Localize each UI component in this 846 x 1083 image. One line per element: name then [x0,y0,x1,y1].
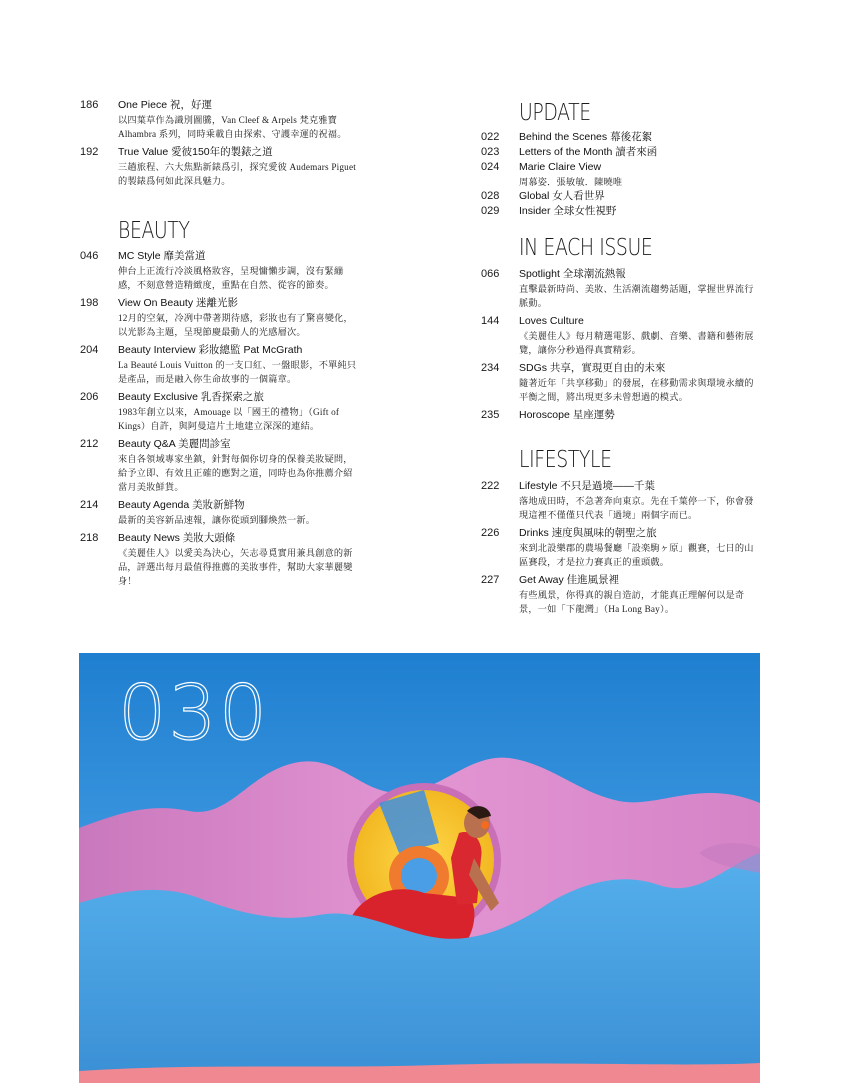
lifestyle-section [481,445,763,616]
toc-entry[interactable] [481,526,763,569]
toc-entry[interactable] [481,160,763,189]
entry-title: View On Beauty 迷離光影 [118,297,239,309]
entry-page-number: 222 [481,480,500,492]
right-column [481,98,763,616]
entry-title: Beauty Agenda 美妝新鮮物 [118,499,245,511]
in-each-issue-section [481,233,763,423]
entry-page-number: 144 [481,315,500,327]
section-heading: UPDATE [519,100,591,126]
entry-description: 來到北設樂郡的農場餐廳「設楽駒ヶ原」觀賽，七日的山區賽段，才是拉力賽真正的重頭戲。 [519,543,754,567]
entry-page-number: 028 [481,190,500,202]
toc-entry[interactable] [481,189,763,204]
entry-title: Beauty Exclusive 乳香探索之旅 [118,391,264,403]
entry-page-number: 227 [481,574,500,586]
toc-entry[interactable] [481,573,763,616]
toc-entry[interactable] [80,531,362,588]
entry-page-number: 023 [481,146,500,158]
update-section [481,98,763,219]
toc-entry[interactable] [80,249,362,292]
toc-entry[interactable] [80,296,362,339]
entry-page-number: 206 [80,391,99,403]
entry-description: 《美麗佳人》以愛美為決心，矢志尋覓實用兼具創意的新品，評選出每月最值得推薦的美妝事件，幫助大家華麗變身！ [118,548,353,586]
entry-description: La Beauté Louis Vuitton 的一支口紅、一盤眼影，不單純只是產品，而是融入你生命故事的一個篇章。 [118,360,357,384]
entry-page-number: 186 [80,99,99,111]
entry-page-number: 029 [481,205,500,217]
toc-entry[interactable] [481,267,763,310]
toc-entry[interactable] [481,314,763,357]
entry-description: 周慕姿．張敏敏．陳曉唯 [519,177,623,187]
toc-entry[interactable] [481,479,763,522]
entry-page-number: 192 [80,146,99,158]
section-heading: LIFESTYLE [519,447,612,473]
toc-entry[interactable] [481,130,763,145]
page-number: 030 [118,668,270,757]
toc-entry[interactable] [481,361,763,404]
toc-entry[interactable] [80,498,362,527]
entry-page-number: 235 [481,409,500,421]
entry-title: Beauty Q&A 美麗問診室 [118,438,231,450]
top-entries [80,98,362,188]
entry-page-number: 022 [481,131,500,143]
entry-description: 隨著近年「共享移動」的發展，在移動需求與環境永續的平衡之間，將出現更多未曾想過的模式。 [519,378,754,402]
section-heading: BEAUTY [118,218,190,244]
entry-description: 直擊最新時尚、美妝、生活潮流趨勢話題，掌握世界流行脈動。 [519,284,754,308]
section-heading: IN EACH ISSUE [519,235,653,261]
entry-description: 12月的空氣，冷冽中帶著期待感，彩妝也有了驚喜變化，以光影為主題，呈現節慶最動人的光感層次。 [118,313,353,337]
entry-page-number: 046 [80,250,99,262]
entry-description: 最新的美容新品速報，讓你從頭到腳煥然一新。 [118,515,316,525]
entry-title: Letters of the Month 讀者來函 [519,146,658,158]
entry-title: Beauty News 美妝大頭條 [118,532,236,544]
entry-title: Get Away 佳進風景裡 [519,574,620,586]
entry-description: 伸台上正流行冷淡風格妝容，呈現慵懶步調，沒有緊繃感，不刻意營造精緻度，重點在自然、從容的節奏。 [118,266,344,290]
toc-entry[interactable] [80,390,362,433]
entry-page-number: 234 [481,362,500,374]
entry-page-number: 024 [481,161,500,173]
beauty-section [80,216,362,588]
toc-entry[interactable] [481,145,763,160]
entry-page-number: 218 [80,532,99,544]
left-column [80,98,362,588]
entry-title: Insider 全球女性視野 [519,205,617,217]
entry-description: 以四葉草作為識別圖騰，Van Cleef & Arpels 梵克雅寶 Alhambra 系列，同時乘載自由探索、守護幸運的祝福。 [118,115,347,139]
entry-title: Behind the Scenes 幕後花絮 [519,131,653,143]
entry-page-number: 212 [80,438,99,450]
entry-page-number: 066 [481,268,500,280]
entry-description: 落地成田時，不急著奔向東京。先在千葉停一下，你會發現這裡不僅僅只代表「過境」兩個字而已。 [519,496,754,520]
toc-entry[interactable] [80,343,362,386]
entry-title: Marie Claire View [519,161,602,173]
entry-title: True Value 愛彼150年的製錶之道 [118,146,273,158]
entry-title: SDGs 共享，實現更自由的未來 [519,362,666,374]
toc-entry[interactable] [80,98,362,141]
entry-page-number: 226 [481,527,500,539]
toc-entry[interactable] [80,145,362,188]
entry-page-number: 214 [80,499,99,511]
entry-title: Horoscope 星座運勢 [519,409,615,421]
entry-description: 《美麗佳人》每月精選電影、戲劇、音樂、書籍和藝術展覽，讓你分秒過得真實精彩。 [519,331,754,355]
entry-title: Global 女人看世界 [519,190,605,202]
toc-entry[interactable] [80,437,362,494]
entry-title: One Piece 祝，好運 [118,99,212,111]
entry-description: 有些風景，你得真的親自造訪，才能真正理解何以是奇景，一如「下龍灣」（Ha Long Bay）。 [519,590,745,614]
entry-title: MC Style 靡美當道 [118,250,206,262]
entry-title: Lifestyle 不只是過境——千葉 [519,480,655,492]
toc-entry[interactable] [481,408,763,423]
entry-title: Spotlight 全球潮流熱報 [519,268,626,280]
feature-photo [79,653,760,1083]
entry-description: 來自各領域專家坐鎮，針對每個你切身的保養美妝疑問，給予立即、有效且正確的應對之道，同時也為你推薦介紹當月美妝鮮貨。 [118,454,353,492]
entry-page-number: 198 [80,297,99,309]
entry-title: Beauty Interview 彩妝總監 Pat McGrath [118,344,303,356]
entry-title: Drinks 速度與風味的朝聖之旅 [519,527,657,539]
entry-description: 三趟旅程、六大焦點新錶爲引，探究愛彼 Audemars Piguet 的製錶爲何如此深具魅力。 [118,162,357,186]
entry-description: 1983年創立以來，Amouage 以「國王的禮物」（Gift of Kings）自許，與阿曼這片土地建立深深的連結。 [118,407,340,431]
entry-page-number: 204 [80,344,99,356]
entry-title: Loves Culture [519,315,584,327]
toc-entry[interactable] [481,204,763,219]
